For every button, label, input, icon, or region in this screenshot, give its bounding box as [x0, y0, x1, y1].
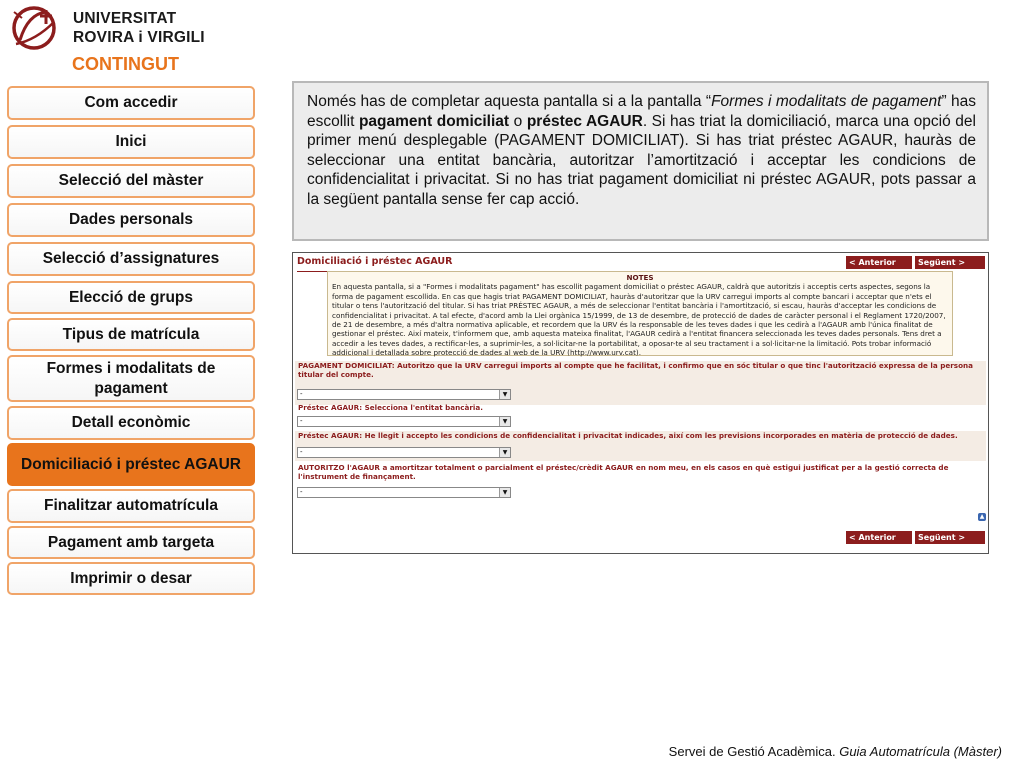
- instruction-note: [292, 81, 989, 241]
- next-button-top[interactable]: Següent >: [915, 256, 985, 269]
- chevron-down-icon: ▼: [499, 488, 510, 497]
- prev-button-bottom[interactable]: < Anterior: [846, 531, 912, 544]
- urv-seal-icon: [6, 4, 68, 50]
- field-pagament-domiciliat: [295, 361, 986, 405]
- sidebar-item-tipus-matricula[interactable]: Tipus de matrícula: [7, 318, 255, 351]
- select-value: -: [300, 417, 303, 425]
- select-condicions[interactable]: [297, 447, 511, 458]
- sidebar-item-pagament-targeta[interactable]: Pagament amb targeta: [7, 526, 255, 559]
- footer-italic: Guia Automatrícula (Màster): [839, 744, 1002, 759]
- sidebar-item-finalitzar[interactable]: Finalitzar automatrícula: [7, 489, 255, 523]
- form-screenshot: [292, 252, 989, 554]
- field-condicions: [295, 431, 986, 461]
- sidebar-item-domiciliacio-agaur[interactable]: Domiciliació i préstec AGAUR: [7, 443, 255, 486]
- footer-text: Servei de Gestió Acadèmica.: [668, 744, 840, 759]
- sidebar-item-detall-economic[interactable]: Detall econòmic: [7, 406, 255, 440]
- next-button-bottom[interactable]: Següent >: [915, 531, 985, 544]
- field-label: AUTORITZO l'AGAUR a amortitzar totalment o parcialment el préstec/crèdit AGAUR en nom meu, en els casos en què estigui justificat per a la gestió correcta de l'instrument de finançament.: [298, 463, 949, 481]
- select-pagament-domiciliat[interactable]: [297, 389, 511, 400]
- chevron-down-icon: ▼: [499, 390, 510, 399]
- note-bold: pagament domiciliat: [358, 112, 510, 130]
- field-label: Préstec AGAUR: Selecciona l'entitat bancària.: [298, 403, 483, 412]
- sidebar-item-formes-pagament[interactable]: Formes i modalitats de pagament: [7, 355, 255, 402]
- logo-line-2: ROVIRA i VIRGILI: [73, 29, 205, 46]
- note-text: o: [509, 112, 527, 130]
- section-title: CONTINGUT: [72, 54, 179, 74]
- scroll-top-icon[interactable]: ▲: [979, 513, 985, 520]
- embed-header: [295, 255, 986, 270]
- sidebar-item-seleccio-master[interactable]: Selecció del màster: [7, 164, 255, 198]
- note-text: . Si has triat la domiciliació, marca una opció del primer menú desplegable (PAGAMENT DOMICILIAT). Si has triat préstec AGAUR, hauràs de seleccionar una entitat bancària, autoritzar l’amortització i acceptar les condicions de confidencialitat i privacitat. Si no has triat pagament domiciliat ni préstec AGAUR, pots passar a la següent pantalla sense fer cap acció.: [307, 112, 976, 208]
- sidebar-item-com-accedir[interactable]: Com accedir: [7, 86, 255, 120]
- notes-box: [327, 271, 953, 356]
- sidebar-item-dades-personals[interactable]: Dades personals: [7, 203, 255, 237]
- field-label: PAGAMENT DOMICILIAT: Autoritzo que la URV carregui imports al compte que he facilitat, i confirmo que en sóc titular o que tinc l'autorització expressa de la persona titular del compte.: [298, 361, 973, 379]
- note-italic: Formes i modalitats de pagament: [711, 93, 942, 110]
- logo-line-1: UNIVERSITAT: [73, 10, 177, 27]
- sidebar-item-imprimir[interactable]: Imprimir o desar: [7, 562, 255, 595]
- select-entitat-bancaria[interactable]: [297, 416, 511, 427]
- field-autoritzo-agaur: [295, 463, 986, 503]
- select-value: -: [300, 448, 303, 456]
- footer: [669, 744, 1002, 759]
- urv-logo: [6, 4, 206, 50]
- field-label: Préstec AGAUR: He llegit i accepto les condicions de confidencialitat i privacitat indicades, així com les previsions incorporades en matèria de protecció de dades.: [298, 431, 958, 440]
- select-value: -: [300, 390, 303, 398]
- note-text: ” has escollit: [307, 93, 976, 130]
- select-value: -: [300, 488, 303, 496]
- notes-text: En aquesta pantalla, si a "Formes i modalitats pagament" has escollit pagament domiciliat o préstec AGAUR, caldrà que autoritzis i acceptis certs aspectes, segons la forma de pagament escollida. En cas que hagis triat PAGAMENT DOMICILIAT, hauràs d'autoritzar que la URV carregui imports al compte bancari i acceptar que n'ets el titular o tens l'autorització del titular. Si has triat PRÉSTEC AGAUR, a més de seleccionar l'entitat bancària i l'amortització, si escau, hauràs d'acceptar les condicions de confidencialitat i privacitat. A tal efecte, d'acord amb la Llei orgànica 15/1999, de 13 de desembre, de protecció de dades de caràcter personal i el Reglament 1720/2007, de 21 de desembre, a més d'altra normativa aplicable, et recordem que la URV és la responsable de les teves dades i que les cedirà a l'AGAUR amb l'única finalitat de gestionar el préstec. Així mateix, t'informem que, amb aquesta mateixa finalitat, l'AGAUR cedirà a l'entitat financera seleccionada les teves dades personals. Tens dret a accedir a les teves dades, a rectificar-les, a suprimir-les, a sol·licitar-ne la portabilitat, a oposar-te al seu tractament i a sol·licitar-ne la limitació. Pots trobar informació addicional i detallada sobre protecció de dades al web de la URV (http://www.urv.cat).: [332, 282, 946, 358]
- chevron-down-icon: ▼: [499, 448, 510, 457]
- note-bold: préstec AGAUR: [526, 112, 643, 130]
- notes-title: NOTES: [626, 273, 654, 282]
- chevron-down-icon: ▼: [499, 417, 510, 426]
- select-autoritzo-agaur[interactable]: [297, 487, 511, 498]
- sidebar-item-inici[interactable]: Inici: [7, 125, 255, 159]
- prev-button-top[interactable]: < Anterior: [846, 256, 912, 269]
- sidebar-item-seleccio-assignatures[interactable]: Selecció d’assignatures: [7, 242, 255, 276]
- note-text: Només has de completar aquesta pantalla si a la pantalla “: [307, 93, 712, 110]
- field-entitat-bancaria: [295, 403, 986, 429]
- sidebar-item-eleccio-grups[interactable]: Elecció de grups: [7, 281, 255, 314]
- embed-title: Domiciliació i préstec AGAUR: [297, 256, 453, 267]
